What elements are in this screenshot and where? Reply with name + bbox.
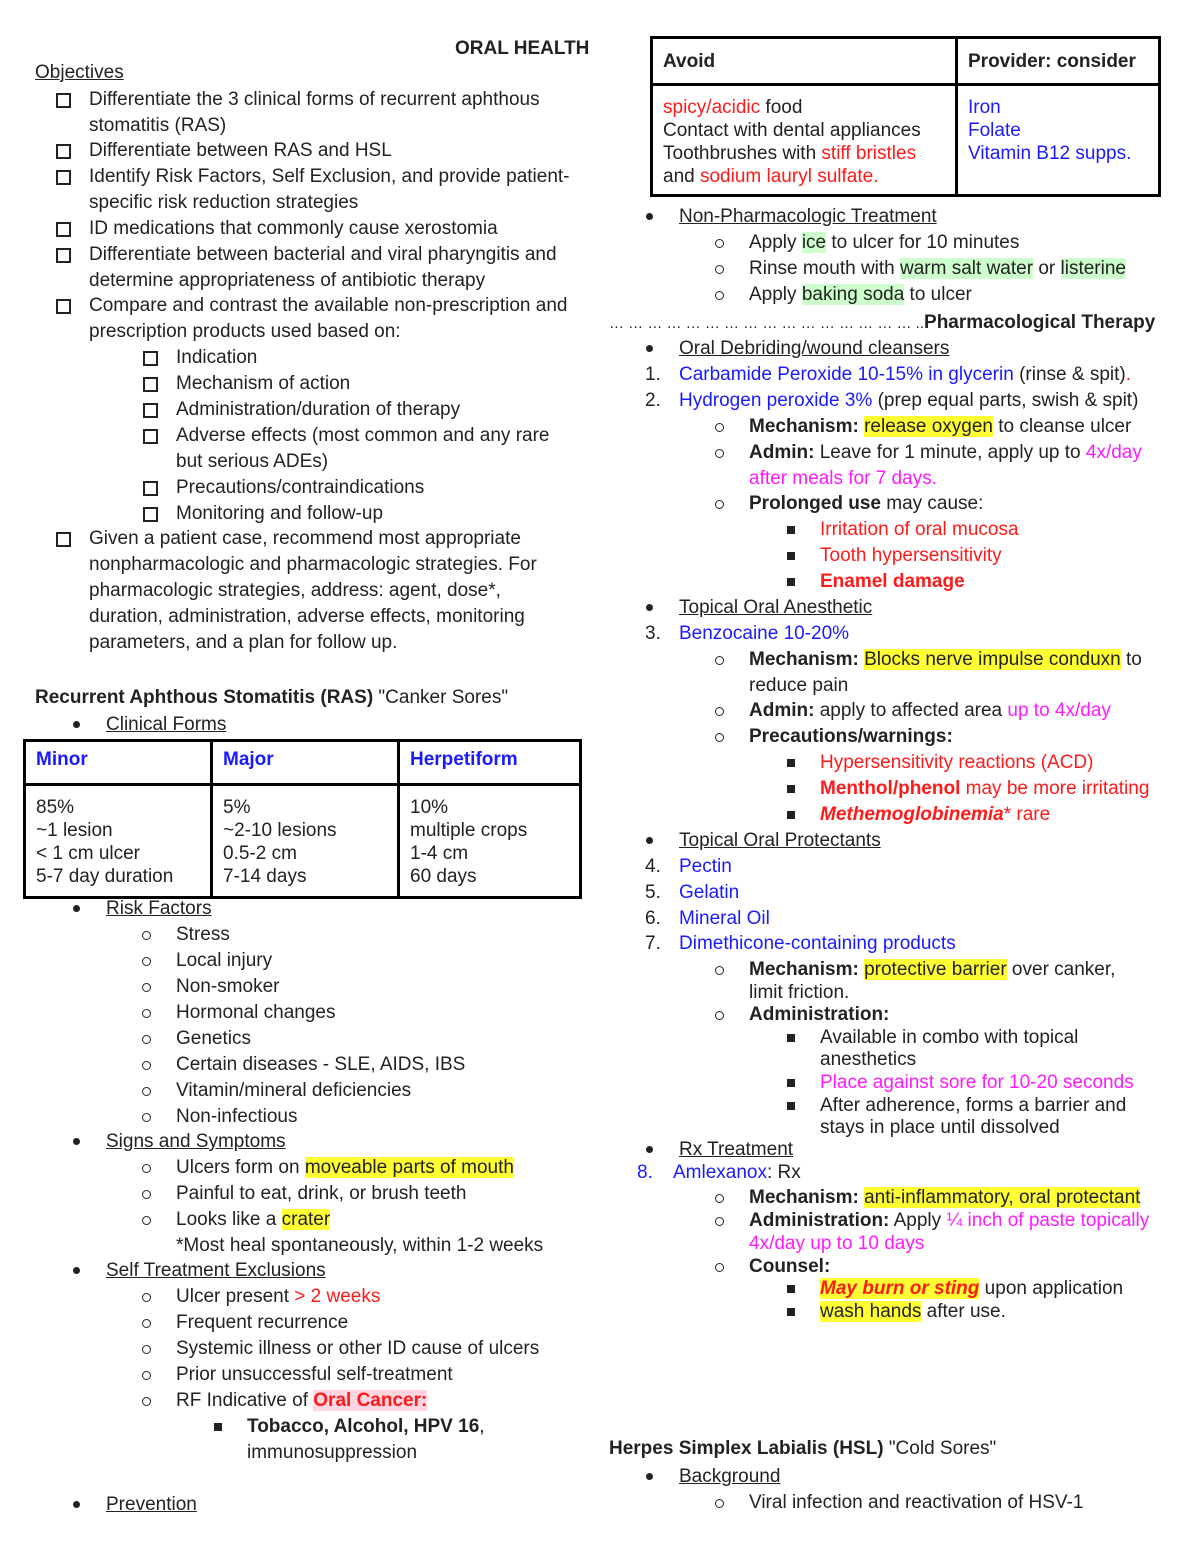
table-header-herpetiform: Herpetiform <box>399 741 581 785</box>
circle-bullet-icon <box>715 966 724 975</box>
rx-label: Rx Treatment <box>679 1139 794 1160</box>
list-item: Local injury <box>176 950 273 971</box>
circle-bullet-icon <box>142 957 151 966</box>
list-number: 7. <box>645 933 661 954</box>
objective-item: Differentiate the 3 clinical forms of recurrent aphthous <box>89 89 540 110</box>
list-item: Place against sore for 10-20 seconds <box>820 1072 1134 1093</box>
bullet-icon <box>646 213 653 220</box>
pharm-heading <box>609 310 1155 337</box>
list-item: Hormonal changes <box>176 1002 336 1023</box>
list-item: Apply ice to ulcer for 10 minutes <box>749 232 1020 253</box>
objective-item: ID medications that commonly cause xerostomia <box>89 218 498 239</box>
circle-bullet-icon <box>142 1061 151 1070</box>
list-item: Non-infectious <box>176 1106 298 1127</box>
list-item: Carbamide Peroxide 10-15% in glycerin (rinse & spit). <box>679 364 1131 385</box>
circle-bullet-icon <box>142 1319 151 1328</box>
circle-bullet-icon <box>715 500 724 509</box>
circle-bullet-icon <box>142 1371 151 1380</box>
hsl-subtitle: "Cold Sores" <box>888 1438 997 1459</box>
circle-bullet-icon <box>715 265 724 274</box>
square-bullet-icon <box>787 811 795 819</box>
bullet-icon <box>646 604 653 611</box>
objective-item: Differentiate between RAS and HSL <box>89 140 392 161</box>
bullet-icon <box>646 345 653 352</box>
list-item: Available in combo with topical <box>820 1027 1079 1048</box>
clinical-forms-label: Clinical Forms <box>106 714 227 735</box>
list-number: 6. <box>645 908 661 929</box>
square-bullet-icon <box>787 526 795 534</box>
list-item: stays in place until dissolved <box>820 1117 1060 1138</box>
objective-item: nonpharmacologic and pharmacologic strategies. For <box>89 554 537 575</box>
objective-item: duration, administration, adverse effects, monitoring <box>89 606 525 627</box>
list-item: Irritation of oral mucosa <box>820 519 1019 540</box>
bullet-icon <box>646 1146 653 1153</box>
list-item: Admin: Leave for 1 minute, apply up to 4x/day <box>749 442 1142 463</box>
list-item: Frequent recurrence <box>176 1312 349 1333</box>
circle-bullet-icon <box>142 1113 151 1122</box>
ras-heading <box>35 685 508 711</box>
circle-bullet-icon <box>142 1164 151 1173</box>
objective-item: stomatitis (RAS) <box>89 115 227 136</box>
objective-subitem: Precautions/contraindications <box>176 477 425 498</box>
circle-bullet-icon <box>715 291 724 300</box>
square-bullet-icon <box>787 1102 795 1110</box>
objectives-heading: Objectives <box>35 62 124 83</box>
list-item: Benzocaine 10-20% <box>679 623 850 644</box>
circle-bullet-icon <box>715 1499 724 1508</box>
list-item: Administration: Apply ¼ inch of paste topically <box>749 1210 1150 1231</box>
nonpharm-label: Non-Pharmacologic Treatment <box>679 206 937 227</box>
checkbox-icon <box>56 170 71 185</box>
circle-bullet-icon <box>142 1087 151 1096</box>
list-item: Apply baking soda to ulcer <box>749 284 972 305</box>
list-item: Menthol/phenol may be more irritating <box>820 778 1150 799</box>
circle-bullet-icon <box>715 733 724 742</box>
objective-subitem: Adverse effects (most common and any rare <box>176 425 550 446</box>
bullet-icon <box>646 1473 653 1480</box>
pharm-title: Pharmacological Therapy <box>924 312 1156 333</box>
checkbox-icon <box>143 481 158 496</box>
circle-bullet-icon <box>142 1035 151 1044</box>
list-number: 4. <box>645 856 661 877</box>
list-item: Dimethicone-containing products <box>679 933 956 954</box>
bullet-icon <box>73 721 80 728</box>
checkbox-icon <box>56 93 71 108</box>
table-cell: 5% ~2-10 lesions 0.5-2 cm 7-14 days <box>212 785 399 898</box>
signs-label: Signs and Symptoms <box>106 1131 286 1152</box>
hsl-heading <box>609 1436 996 1462</box>
list-item: Viral infection and reactivation of HSV-1 <box>749 1492 1084 1513</box>
checkbox-icon <box>143 507 158 522</box>
square-bullet-icon <box>214 1423 222 1431</box>
objective-subitem: but serious ADEs) <box>176 451 329 472</box>
list-item: RF Indicative of Oral Cancer: <box>176 1390 428 1411</box>
square-bullet-icon <box>787 1034 795 1042</box>
circle-bullet-icon <box>142 1009 151 1018</box>
list-item: Vitamin/mineral deficiencies <box>176 1080 412 1101</box>
list-item: Painful to eat, drink, or brush teeth <box>176 1183 467 1204</box>
bullet-icon <box>73 905 80 912</box>
table-header-row <box>652 38 1160 85</box>
list-item: Non-smoker <box>176 976 280 997</box>
objective-item: Differentiate between bacterial and viral pharyngitis and <box>89 244 557 265</box>
list-number: 2. <box>645 390 661 411</box>
list-item: Rinse mouth with warm salt water or listerine <box>749 258 1126 279</box>
list-number: 5. <box>645 882 661 903</box>
objective-subitem: Mechanism of action <box>176 373 351 394</box>
clinical-forms-table <box>23 739 582 899</box>
circle-bullet-icon <box>715 656 724 665</box>
square-bullet-icon <box>787 552 795 560</box>
note-text: *Most heal spontaneously, within 1-2 weeks <box>176 1235 544 1256</box>
list-item: Administration: <box>749 1004 890 1025</box>
table-header-avoid: Avoid <box>652 38 957 85</box>
list-item: Mechanism: release oxygen to cleanse ulcer <box>749 416 1132 437</box>
objective-item: parameters, and a plan for follow up. <box>89 632 398 653</box>
list-item: Prolonged use may cause: <box>749 493 984 514</box>
list-item: May burn or sting upon application <box>820 1278 1124 1299</box>
checkbox-icon <box>56 144 71 159</box>
list-item: after meals for 7 days. <box>749 468 937 489</box>
circle-bullet-icon <box>142 1293 151 1302</box>
list-number: 8. <box>637 1162 653 1183</box>
list-item: Mineral Oil <box>679 908 770 929</box>
checkbox-icon <box>143 351 158 366</box>
objective-item: pharmacologic strategies, address: agent, dose*, <box>89 580 501 601</box>
bullet-icon <box>73 1138 80 1145</box>
checkbox-icon <box>143 429 158 444</box>
list-item: Mechanism: anti-inflammatory, oral protectant <box>749 1187 1141 1208</box>
square-bullet-icon <box>787 759 795 767</box>
list-item: Systemic illness or other ID cause of ulcers <box>176 1338 540 1359</box>
prevention-label: Prevention <box>106 1494 197 1515</box>
objective-item: Given a patient case, recommend most appropriate <box>89 528 521 549</box>
checkbox-icon <box>56 248 71 263</box>
circle-bullet-icon <box>715 1263 724 1272</box>
circle-bullet-icon <box>142 983 151 992</box>
list-item: Tobacco, Alcohol, HPV 16, <box>247 1416 485 1437</box>
list-item: anesthetics <box>820 1049 917 1070</box>
objective-item: Compare and contrast the available non-prescription and <box>89 295 568 316</box>
objective-subitem: Administration/duration of therapy <box>176 399 461 420</box>
table-header-row <box>25 741 581 785</box>
bullet-icon <box>73 1267 80 1274</box>
circle-bullet-icon <box>715 1217 724 1226</box>
list-item: Methemoglobinemia* rare <box>820 804 1051 825</box>
list-item: Gelatin <box>679 882 740 903</box>
table-header-consider: Provider: consider <box>957 38 1160 85</box>
checkbox-icon <box>56 532 71 547</box>
table-header-major: Major <box>212 741 399 785</box>
checkbox-icon <box>143 377 158 392</box>
ras-title: Recurrent Aphthous Stomatitis (RAS) <box>35 687 374 708</box>
list-item: Amlexanox: Rx <box>673 1162 801 1183</box>
avoid-consider-table <box>650 36 1161 197</box>
list-item: Mechanism: Blocks nerve impulse conduxn to <box>749 649 1142 670</box>
list-item: wash hands after use. <box>820 1301 1006 1322</box>
circle-bullet-icon <box>715 423 724 432</box>
list-item: Mechanism: protective barrier over canker, <box>749 959 1116 980</box>
list-item: reduce pain <box>749 675 849 696</box>
exclusions-label: Self Treatment Exclusions <box>106 1260 326 1281</box>
risk-factors-label: Risk Factors <box>106 898 212 919</box>
objective-item: determine appropriateness of antibiotic therapy <box>89 270 486 291</box>
square-bullet-icon <box>787 578 795 586</box>
list-item: Enamel damage <box>820 571 965 592</box>
list-item: immunosuppression <box>247 1442 418 1463</box>
protectants-label: Topical Oral Protectants <box>679 830 881 851</box>
list-item: After adherence, forms a barrier and <box>820 1095 1127 1116</box>
table-cell: Iron Folate Vitamin B12 supps. <box>957 85 1160 196</box>
square-bullet-icon <box>787 1285 795 1293</box>
list-item: Prior unsuccessful self-treatment <box>176 1364 453 1385</box>
checkbox-icon <box>143 403 158 418</box>
table-row <box>652 85 1160 196</box>
list-item: Hypersensitivity reactions (ACD) <box>820 752 1094 773</box>
table-cell: 85% ~1 lesion < 1 cm ulcer 5-7 day duration <box>25 785 212 898</box>
checkbox-icon <box>56 299 71 314</box>
square-bullet-icon <box>787 1308 795 1316</box>
circle-bullet-icon <box>142 931 151 940</box>
list-item: 4x/day up to 10 days <box>749 1233 925 1254</box>
table-cell: 10% multiple crops 1-4 cm 60 days <box>399 785 581 898</box>
list-item: Stress <box>176 924 230 945</box>
circle-bullet-icon <box>715 239 724 248</box>
table-row <box>25 785 581 898</box>
list-item: Hydrogen peroxide 3% (prep equal parts, swish & spit) <box>679 390 1139 411</box>
objective-item: Identify Risk Factors, Self Exclusion, and provide patient- <box>89 166 570 187</box>
table-cell: spicy/acidic food Contact with dental appliances Toothbrushes with stiff bristles and sodium lauryl sulfate. <box>652 85 957 196</box>
bullet-icon <box>73 1501 80 1508</box>
square-bullet-icon <box>787 785 795 793</box>
background-label: Background <box>679 1466 781 1487</box>
debriding-label: Oral Debriding/wound cleansers <box>679 338 950 359</box>
bullet-icon <box>646 837 653 844</box>
list-item: Ulcer present > 2 weeks <box>176 1286 381 1307</box>
list-item: Precautions/warnings: <box>749 726 953 747</box>
list-item: Pectin <box>679 856 732 877</box>
objective-subitem: Monitoring and follow-up <box>176 503 384 524</box>
list-item: Certain diseases - SLE, AIDS, IBS <box>176 1054 466 1075</box>
objective-subitem: Indication <box>176 347 258 368</box>
circle-bullet-icon <box>715 1194 724 1203</box>
page-title: ORAL HEALTH <box>455 38 590 59</box>
circle-bullet-icon <box>142 1397 151 1406</box>
hsl-title: Herpes Simplex Labialis (HSL) <box>609 1438 884 1459</box>
circle-bullet-icon <box>142 1345 151 1354</box>
circle-bullet-icon <box>715 707 724 716</box>
list-item: Looks like a crater <box>176 1209 331 1230</box>
list-item: limit friction. <box>749 982 850 1003</box>
table-header-minor: Minor <box>25 741 212 785</box>
list-item: Admin: apply to affected area up to 4x/day <box>749 700 1111 721</box>
list-number: 1. <box>645 364 661 385</box>
dotted-leader: … … … … … … … … … … … … … … … … .. <box>609 315 925 332</box>
circle-bullet-icon <box>142 1190 151 1199</box>
ras-subtitle: "Canker Sores" <box>378 687 509 708</box>
circle-bullet-icon <box>142 1216 151 1225</box>
square-bullet-icon <box>787 1079 795 1087</box>
list-number: 3. <box>645 623 661 644</box>
list-item: Ulcers form on moveable parts of mouth <box>176 1157 514 1178</box>
anesthetic-label: Topical Oral Anesthetic <box>679 597 873 618</box>
list-item: Genetics <box>176 1028 251 1049</box>
checkbox-icon <box>56 222 71 237</box>
circle-bullet-icon <box>715 449 724 458</box>
list-item: Tooth hypersensitivity <box>820 545 1002 566</box>
list-item: Counsel: <box>749 1256 831 1277</box>
objective-item: specific risk reduction strategies <box>89 192 359 213</box>
objective-item: prescription products used based on: <box>89 321 401 342</box>
circle-bullet-icon <box>715 1011 724 1020</box>
